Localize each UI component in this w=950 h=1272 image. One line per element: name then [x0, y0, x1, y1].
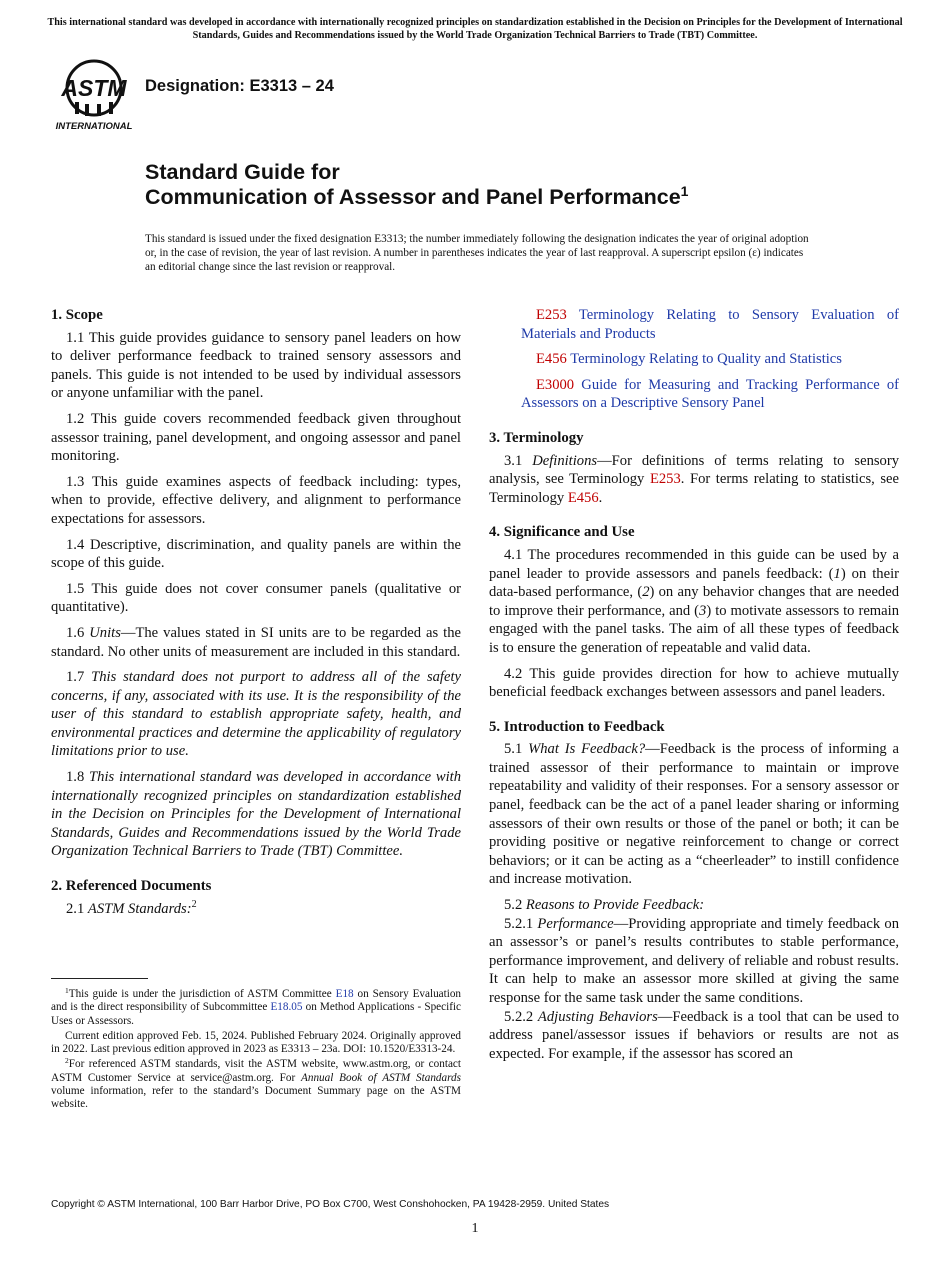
- section-3-1-term: Definitions: [532, 452, 598, 469]
- terminology-heading: 3. Terminology: [489, 429, 584, 446]
- footnote-rule: [51, 978, 148, 979]
- section-5-2-1-number: 5.2.1: [504, 915, 534, 932]
- reference-code[interactable]: E253: [536, 307, 567, 323]
- section-1-5: 1.5 This guide does not cover consumer panels (qualitative or quantitative).: [51, 580, 461, 616]
- section-1-1: 1.1 This guide provides guidance to sensory panel leaders on how to deliver performance feedback to trained sensory assessors and panels. This guide is not intended to be used by individual assessors or anyone unfamiliar with the panel.: [51, 329, 461, 402]
- reference-list: [489, 306, 899, 413]
- footnote-2-mark: 2: [65, 1056, 69, 1066]
- section-1-3: 1.3 This guide examines aspects of feedback including: types, when to provide, effective delivery, and alignment to performance expectations for assessors.: [51, 473, 461, 527]
- section-5-2-term: Reasons to Provide Feedback:: [525, 897, 705, 914]
- e253-link[interactable]: E253: [649, 471, 681, 488]
- section-4-1: [489, 546, 899, 658]
- section-4-1-item-3: 3: [699, 602, 707, 619]
- footnote-2-text-b: volume information, refer to the standard’s Document Summary page on the ASTM website.: [51, 1085, 461, 1111]
- footnote-2-italic: Annual Book of ASTM Standards: [301, 1071, 461, 1084]
- section-1-4: 1.4 Descriptive, discrimination, and quality panels are within the scope of this guide.: [51, 536, 461, 572]
- astm-logo: [52, 58, 136, 132]
- introduction-heading: 5. Introduction to Feedback: [489, 718, 665, 735]
- section-1-6-term: Units: [89, 624, 121, 641]
- section-4-1-item-1: 1: [833, 565, 841, 582]
- section-1-6-text: —The values stated in SI units are to be regarded as the standard. No other units of measurement are included in this standard.: [51, 624, 462, 660]
- e456-link[interactable]: E456: [567, 489, 599, 506]
- title-main: Communication of Assessor and Panel Performance: [145, 185, 681, 209]
- document-title: [145, 160, 688, 210]
- footnote-1-edition: Current edition approved Feb. 15, 2024. Published February 2024. Originally approved in 2022. Last previous edition approved in 2023 as E3313 – 23a. DOI: 10.1520/E3313-24.: [51, 1029, 461, 1056]
- section-5-1-number: 5.1: [504, 741, 523, 758]
- significance-heading: 4. Significance and Use: [489, 524, 635, 541]
- page-number: 1: [471, 1221, 479, 1236]
- section-1-2: 1.2 This guide covers recommended feedback given throughout assessor training, panel development, and ongoing assessor and panel monitoring.: [51, 410, 461, 465]
- section-5-2-1-text: —Providing appropriate and timely feedback on an assessor’s or panel’s results contributes to stable performance, performance improvement, and delivery of reliable and robust results. It can help to make an assessor more skilled at giving the same response for the same task under the same conditions.: [489, 915, 899, 1006]
- section-5-1-text: —Feedback is the process of informing a trained assessor of their performance to maintain or improve repeatability and validity of their responses. For a sensory assessor or panel, feedback can be the act of a panel leader sharing or informing assessors of their own results or those of the panel or both; it can be providing positive or negative reinforcement to change or correct behaviors; or it can be acting as a “cheerleader” to instill confidence and increase motivation.: [489, 741, 899, 888]
- reference-item-e456: [489, 350, 899, 369]
- reference-title[interactable]: Terminology Relating to Sensory Evaluation of Materials and Products: [521, 307, 900, 342]
- logo-letters: ASTM: [61, 75, 127, 101]
- section-2-1-text: ASTM Standards:: [87, 900, 192, 917]
- section-1-8: [51, 768, 461, 861]
- footnote-1-text-c: on Method Applications - Specific Uses or Assessors.: [51, 1001, 461, 1027]
- top-notice: This international standard was developed in accordance with internationally recognized principles on standardization established in the Decision on Principles for the Development of International Standards, Guides and Recommendations issued by the World Trade Organization Technical Barriers to Trade (TBT) Committee.: [47, 17, 903, 41]
- issue-note: This standard is issued under the fixed designation E3313; the number immediately following the designation indicates the year of original adoption or, in the case of revision, the year of last revision. A number in parentheses indicates the year of last reapproval. A superscript epsilon (ε) indicates an editorial change since the last revision or reapproval.: [145, 233, 809, 273]
- section-3-1-number: 3.1: [504, 452, 523, 469]
- left-column: [51, 306, 461, 918]
- section-1-8-number: 1.8: [66, 769, 85, 786]
- section-2-1-footnote-mark: 2: [191, 898, 197, 910]
- footnote-1-mark: 1: [65, 986, 69, 995]
- section-5-2-2-text: —Feedback is a tool that can be used to address panel/assessor issues if behaviors or results are not as expected. For example, if the assessor has scored an: [489, 1008, 899, 1062]
- section-5-1-term: What Is Feedback?: [528, 741, 646, 758]
- section-4-1-item-2: 2: [642, 584, 650, 601]
- title-footnote-mark: 1: [680, 183, 689, 199]
- section-3-1-text-b: . For terms relating to statistics, see Terminology: [489, 471, 899, 506]
- section-5-2-1: [489, 915, 899, 1008]
- section-5-2-1-term: Performance: [537, 915, 614, 932]
- section-4-1-text-c: ) on any behavior changes that are needed to improve their performance, and (: [489, 584, 899, 619]
- section-5-2-2: [489, 1008, 899, 1064]
- title-line-1: Standard Guide for: [145, 160, 340, 184]
- reference-item-e253: [489, 306, 899, 343]
- section-5-2: [489, 896, 899, 915]
- reference-item-e3000: [489, 376, 899, 413]
- footnote-1-text-a: This guide is under the jurisdiction of ASTM Committee: [68, 988, 332, 1000]
- section-2-1: [51, 900, 461, 919]
- section-5-2-2-term: Adjusting Behaviors: [537, 1008, 658, 1025]
- referenced-documents-heading: 2. Referenced Documents: [51, 878, 212, 895]
- designation: Designation: E3313 – 24: [145, 77, 334, 95]
- footnote-1-text-b: on Sensory Evaluation and is the direct responsibility of Subcommittee: [51, 988, 462, 1014]
- reference-code[interactable]: E3000: [536, 376, 575, 393]
- reference-title[interactable]: Terminology Relating to Quality and Statistics: [570, 351, 842, 368]
- committee-e18-link[interactable]: E18: [335, 988, 354, 1000]
- section-1-7: [51, 668, 461, 761]
- section-1-6-number: 1.6: [66, 624, 85, 641]
- subcommittee-e18-05-link[interactable]: E18.05: [270, 1001, 303, 1014]
- section-5-2-2-number: 5.2.2: [504, 1008, 534, 1025]
- section-3-1-text-a: —For definitions of terms relating to sensory analysis, see Terminology: [489, 452, 899, 488]
- right-column: [489, 306, 899, 1063]
- section-5-1: [489, 740, 899, 889]
- footnote-2: [51, 1058, 461, 1111]
- section-3-1-text-c: .: [598, 489, 603, 506]
- section-4-1-text-a: 4.1 The procedures recommended in this guide can be used by a panel leader to provide assessors and panels feedback: (: [489, 546, 899, 582]
- section-3-1: [489, 452, 899, 508]
- reference-title[interactable]: Guide for Measuring and Tracking Performance of Assessors on a Descriptive Sensory Panel: [521, 376, 899, 412]
- section-1-7-number: 1.7: [66, 669, 85, 686]
- copyright-line: Copyright © ASTM International, 100 Barr Harbor Drive, PO Box C700, West Conshohocken, PA 19428-2959. United States: [51, 1199, 610, 1210]
- section-4-2: 4.2 This guide provides direction for how to achieve mutually beneficial feedback exchanges between assessors and panel leaders.: [489, 665, 899, 701]
- logo-caption: INTERNATIONAL: [55, 121, 133, 132]
- footnote-2-text-a: For referenced ASTM standards, visit the ASTM website, www.astm.org, or contact ASTM Customer Service at service@astm.org. For: [51, 1058, 461, 1084]
- scope-heading: 1. Scope: [51, 307, 103, 323]
- section-1-7-text: This standard does not purport to address all of the safety concerns, if any, associated with its use. It is the responsibility of the user of this standard to establish appropriate safety, health, and environmental practices and determine the applicability of regulatory limitations prior to use.: [51, 669, 461, 760]
- section-1-6: [51, 624, 461, 661]
- section-4-1-text-b: ) on their data-based performance, (: [489, 565, 899, 601]
- section-5-2-number: 5.2: [504, 897, 523, 914]
- reference-code[interactable]: E456: [536, 351, 567, 368]
- title-line-2: [145, 185, 688, 210]
- section-2-1-number: 2.1: [66, 900, 85, 917]
- footnotes: [51, 988, 461, 1114]
- section-4-1-text-d: ) to motivate assessors to remain engaged with the panel tasks. The aim of all these types of feedback is to ensure the generation of repeatable and valid data.: [489, 602, 899, 656]
- footnote-1: [51, 988, 461, 1028]
- section-1-8-text: This international standard was developed in accordance with internationally recognized principles on standardization established in the Decision on Principles for the Development of International Standards, Guides and Recommendations issued by the World Trade Organization Technical Barriers to Trade (TBT) Committee.: [51, 769, 462, 860]
